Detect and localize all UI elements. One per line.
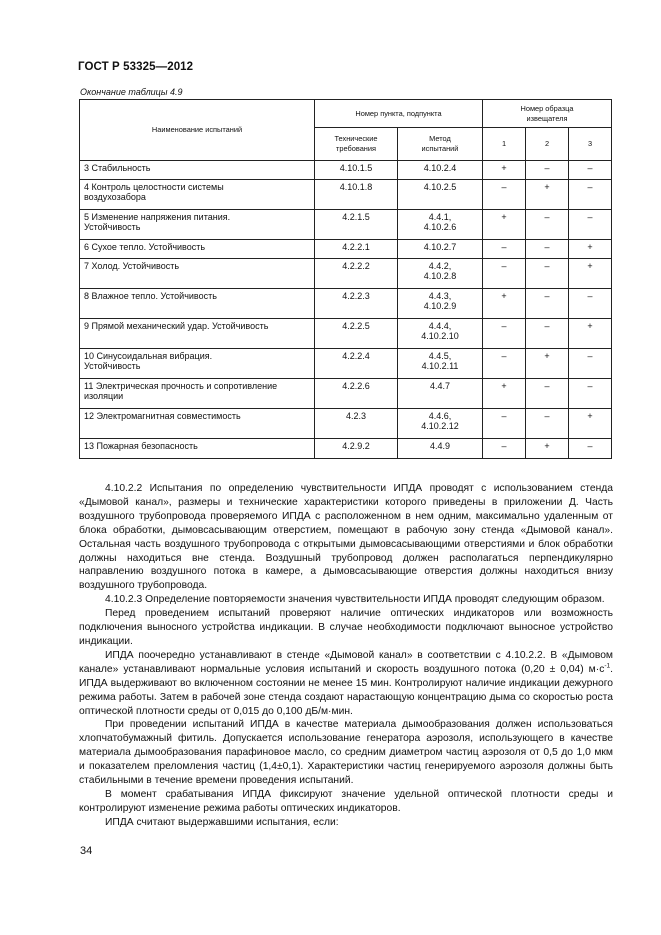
tech-requirement-ref: 4.2.2.2 xyxy=(315,259,398,289)
sample-2-mark: – xyxy=(526,409,569,439)
table-row xyxy=(80,439,612,459)
sample-1-mark: + xyxy=(483,379,526,409)
test-name: 4 Контроль целостности системы воздухозабора xyxy=(80,180,315,210)
sample-2-mark: – xyxy=(526,379,569,409)
paragraph-smoke-material: При проведении испытаний ИПДА в качестве материала дымообразования должен использоваться хлопчатобумажный фитиль. Допускается использование генератора аэрозоля, использующего в качестве материала дымообразования парафиновое масло, со средним диаметром частиц аэрозоля от 0,5 до 1,0 мкм и показателем преломления частиц (1,4±0,1). Характеристики частиц генерируемого аэрозоля должны быть стабильными в течение времени проведения испытаний. xyxy=(79,719,613,787)
test-method-ref: 4.4.3, 4.10.2.9 xyxy=(398,289,483,319)
sample-1-mark: – xyxy=(483,259,526,289)
body-text xyxy=(79,482,613,830)
paragraph-indicators: Перед проведением испытаний проверяют наличие оптических индикаторов или возможность подключения выносного устройства индикации. В случае необходимости подключают выносное устройство индикации. xyxy=(79,608,613,647)
test-name: 13 Пожарная безопасность xyxy=(80,439,315,459)
paragraph-smoke-channel xyxy=(79,649,613,719)
sample-3-mark: – xyxy=(569,289,612,319)
paragraph-4-10-2-2: 4.10.2.2 Испытания по определению чувствительности ИПДА проводят с использованием стенда «Дымовой канал», размеры и технические характеристики которого приведены в приложении Д. Часть воздушного трубопровода проверяемого ИПДА с расположенном в нем одним, максимально удаленным от блока обработки, дымовсасывающим отверстием, помещают в рабочую зону стенда «Дымовой канал». Остальная часть воздушного трубопровода с открытыми дымовсасывающими отверстиями и блок обработки должны находиться вне стенда. Воздушный трубопровод должен располагаться перпендикулярно направлению воздушного потока в камере, а дымовсасывающие отверстия должны находиться внизу воздушного трубопровода. xyxy=(79,483,613,592)
test-method-ref: 4.4.7 xyxy=(398,379,483,409)
test-name: 5 Изменение напряжения питания. Устойчивость xyxy=(80,210,315,240)
paragraph-trigger-moment: В момент срабатывания ИПДА фиксируют значение удельной оптической плотности среды и контролируют изменение режима работы оптических индикаторов. xyxy=(79,788,613,814)
sample-3-mark: – xyxy=(569,161,612,180)
test-method-ref: 4.10.2.5 xyxy=(398,180,483,210)
table-row xyxy=(80,319,612,349)
test-method-ref: 4.4.1, 4.10.2.6 xyxy=(398,210,483,240)
sample-1-mark: – xyxy=(483,240,526,259)
column-header-tech-requirements: Технические требования xyxy=(315,128,398,161)
table-row xyxy=(80,161,612,180)
page-number: 34 xyxy=(80,845,93,857)
table-row xyxy=(80,289,612,319)
test-name: 6 Сухое тепло. Устойчивость xyxy=(80,240,315,259)
paragraph-4-10-2-3: 4.10.2.3 Определение повторяемости значения чувствительности ИПДА проводят следующим образом. xyxy=(105,594,605,606)
sample-1-mark: – xyxy=(483,439,526,459)
sample-3-mark: + xyxy=(569,409,612,439)
tech-requirement-ref: 4.2.2.4 xyxy=(315,349,398,379)
sample-1-mark: – xyxy=(483,319,526,349)
sample-2-mark: + xyxy=(526,180,569,210)
sample-2-mark: – xyxy=(526,240,569,259)
test-name: 9 Прямой механический удар. Устойчивость xyxy=(80,319,315,349)
table-row xyxy=(80,180,612,210)
sample-3-mark: – xyxy=(569,210,612,240)
sample-3-mark: – xyxy=(569,180,612,210)
table-row xyxy=(80,409,612,439)
tech-requirement-ref: 4.10.1.8 xyxy=(315,180,398,210)
test-method-ref: 4.4.5, 4.10.2.11 xyxy=(398,349,483,379)
table-row xyxy=(80,379,612,409)
test-name: 8 Влажное тепло. Устойчивость xyxy=(80,289,315,319)
test-name: 12 Электромагнитная совместимость xyxy=(80,409,315,439)
table-caption: Окончание таблицы 4.9 xyxy=(80,87,183,97)
tech-requirement-ref: 4.2.2.3 xyxy=(315,289,398,319)
table-row xyxy=(80,210,612,240)
sample-2-mark: + xyxy=(526,439,569,459)
column-header-test-name: Наименование испытаний xyxy=(80,100,315,161)
tech-requirement-ref: 4.2.2.5 xyxy=(315,319,398,349)
column-header-sample-3: 3 xyxy=(569,128,612,161)
sample-2-mark: – xyxy=(526,161,569,180)
sample-1-mark: + xyxy=(483,210,526,240)
sample-1-mark: – xyxy=(483,349,526,379)
paragraph-smoke-channel-part-1: ИПДА поочередно устанавливают в стенде «Дымовой канал» в соответствии с 4.10.2.2. В «Дымовом канале» устанавливают нормальные условия испытаний и скорость воздушного потока (0,20 ± 0,04) м·с xyxy=(79,649,613,675)
tech-requirement-ref: 4.2.2.6 xyxy=(315,379,398,409)
sample-2-mark: – xyxy=(526,259,569,289)
tech-requirement-ref: 4.2.1.5 xyxy=(315,210,398,240)
test-name: 3 Стабильность xyxy=(80,161,315,180)
table-row xyxy=(80,240,612,259)
column-header-sample-1: 1 xyxy=(483,128,526,161)
sample-1-mark: + xyxy=(483,289,526,319)
test-method-ref: 4.10.2.4 xyxy=(398,161,483,180)
test-name: 11 Электрическая прочность и сопротивление изоляции xyxy=(80,379,315,409)
column-header-sample-group: Номер образца извещателя xyxy=(483,100,612,128)
sample-2-mark: – xyxy=(526,319,569,349)
test-method-ref: 4.4.4, 4.10.2.10 xyxy=(398,319,483,349)
sample-2-mark: – xyxy=(526,210,569,240)
sample-3-mark: – xyxy=(569,349,612,379)
sample-1-mark: + xyxy=(483,161,526,180)
test-method-ref: 4.4.6, 4.10.2.12 xyxy=(398,409,483,439)
column-header-clause-group: Номер пункта, подпункта xyxy=(315,100,483,128)
tech-requirement-ref: 4.10.1.5 xyxy=(315,161,398,180)
tests-table xyxy=(79,99,612,459)
sample-3-mark: + xyxy=(569,240,612,259)
column-header-sample-2: 2 xyxy=(526,128,569,161)
document-code-header: ГОСТ Р 53325—2012 xyxy=(78,61,194,73)
sample-1-mark: – xyxy=(483,180,526,210)
column-header-test-method: Метод испытаний xyxy=(398,128,483,161)
sample-3-mark: + xyxy=(569,259,612,289)
paragraph-pass-criteria: ИПДА считают выдержавшими испытания, если: xyxy=(105,816,339,828)
sample-1-mark: – xyxy=(483,409,526,439)
unit-exponent: -1 xyxy=(604,662,611,670)
tech-requirement-ref: 4.2.2.1 xyxy=(315,240,398,259)
test-name: 7 Холод. Устойчивость xyxy=(80,259,315,289)
test-name: 10 Синусоидальная вибрация. Устойчивость xyxy=(80,349,315,379)
sample-3-mark: + xyxy=(569,319,612,349)
sample-2-mark: + xyxy=(526,349,569,379)
table-row xyxy=(80,349,612,379)
sample-3-mark: – xyxy=(569,439,612,459)
paragraph-smoke-channel-part-2: . ИПДА выдерживают во включенном состоянии не менее 15 мин. Контролируют наличие индикации дежурного режима работы. Затем в рабочей зоне стенда создают нарастающую концентрацию дыма со скоростью роста оптической плотности среды от 0,015 до 0,100 дБ/м·мин. xyxy=(79,663,613,717)
test-method-ref: 4.4.9 xyxy=(398,439,483,459)
sample-3-mark: – xyxy=(569,379,612,409)
test-method-ref: 4.4.2, 4.10.2.8 xyxy=(398,259,483,289)
sample-2-mark: – xyxy=(526,289,569,319)
test-method-ref: 4.10.2.7 xyxy=(398,240,483,259)
table-row xyxy=(80,259,612,289)
tech-requirement-ref: 4.2.9.2 xyxy=(315,439,398,459)
tech-requirement-ref: 4.2.3 xyxy=(315,409,398,439)
